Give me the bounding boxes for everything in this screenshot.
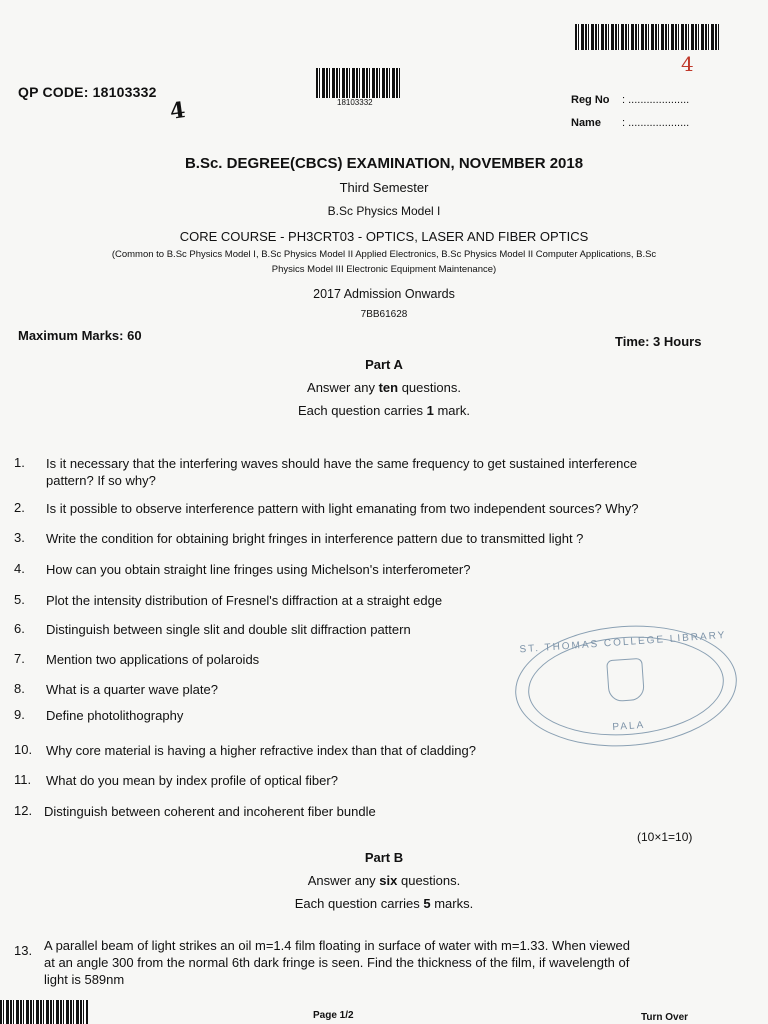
part-b-heading: Part B bbox=[364, 850, 404, 865]
barcode-footer bbox=[0, 1000, 88, 1024]
part-a-heading: Part A bbox=[365, 357, 403, 372]
reg-no-label: Reg No bbox=[571, 94, 610, 106]
name-field: : .................... bbox=[622, 117, 690, 129]
common-line-1: (Common to B.Sc Physics Model I, B.Sc Physics Model II Applied Electronics, B.Sc Physics Model II Computer Applications, B.Sc bbox=[111, 249, 657, 260]
stamp-bottom-text: PALA bbox=[612, 719, 646, 734]
crest-icon bbox=[606, 658, 645, 702]
stamp-top-text: ST. THOMAS COLLEGE LIBRARY bbox=[519, 629, 727, 656]
max-marks: Maximum Marks: 60 bbox=[18, 328, 142, 343]
course-title: CORE COURSE - PH3CRT03 - OPTICS, LASER AND FIBER OPTICS bbox=[179, 229, 589, 244]
exam-title: B.Sc. DEGREE(CBCS) EXAMINATION, NOVEMBER 2018 bbox=[184, 155, 584, 172]
library-stamp bbox=[511, 618, 741, 753]
page-number: Page 1/2 bbox=[313, 1010, 354, 1021]
qp-code: QP CODE: 18103332 bbox=[18, 84, 157, 100]
turn-over: Turn Over bbox=[641, 1012, 689, 1023]
barcode-top-right bbox=[575, 24, 719, 50]
part-a-instruction: Answer any ten questions. bbox=[307, 380, 461, 395]
name-label: Name bbox=[571, 117, 601, 129]
paper-code: 7BB61628 bbox=[360, 309, 408, 320]
semester: Third Semester bbox=[339, 180, 429, 195]
top-right-mark: 4 bbox=[681, 52, 694, 76]
barcode-caption: 18103332 bbox=[337, 98, 373, 107]
part-b-instruction: Answer any six questions. bbox=[307, 873, 461, 888]
handwritten-number: 4 bbox=[168, 97, 188, 125]
common-line-2: Physics Model III Electronic Equipment Maintenance) bbox=[271, 264, 497, 275]
admission: 2017 Admission Onwards bbox=[313, 287, 455, 301]
reg-no-field: : .................... bbox=[622, 94, 690, 106]
programme: B.Sc Physics Model I bbox=[327, 204, 441, 218]
part-a-marks-summary: (10×1=10) bbox=[637, 830, 693, 844]
barcode-center bbox=[316, 68, 400, 98]
time: Time: 3 Hours bbox=[615, 334, 702, 349]
part-b-mark-rule: Each question carries 5 marks. bbox=[294, 896, 474, 911]
part-a-mark-rule: Each question carries 1 mark. bbox=[298, 403, 470, 418]
